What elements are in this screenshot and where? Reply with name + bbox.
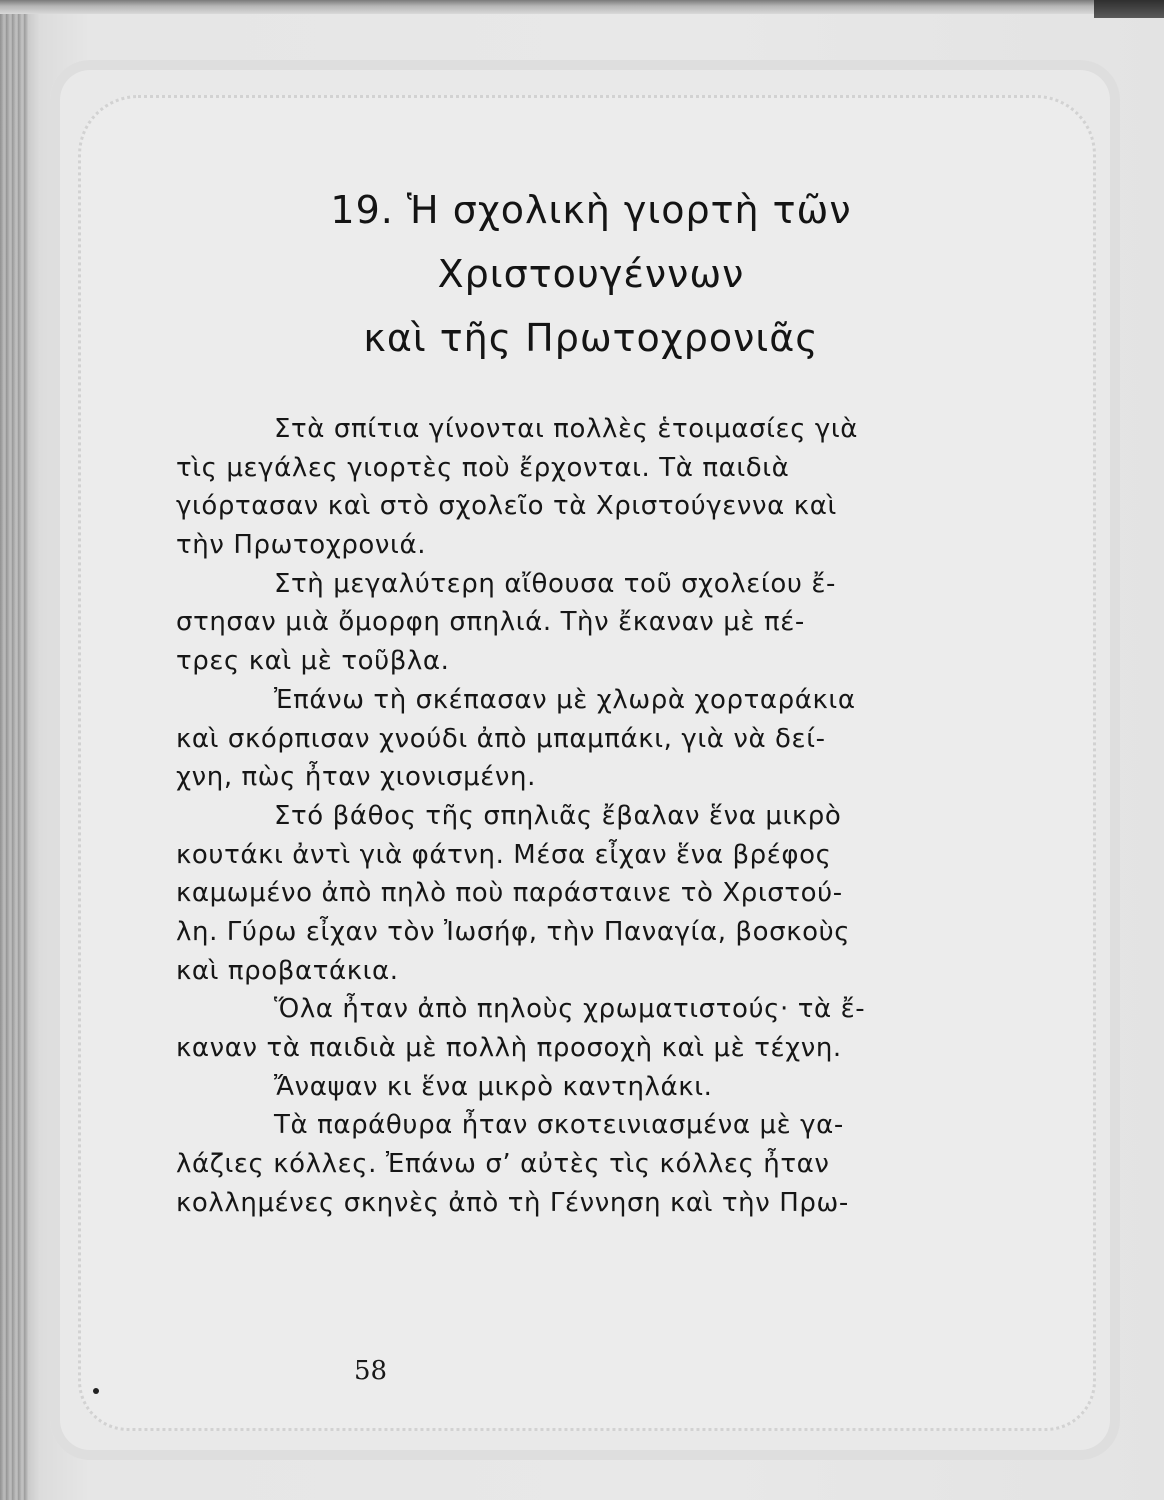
text-line: Στὰ σπίτια γίνονται πολλὲς ἑτοιμασίες γιὰ [274, 414, 859, 444]
chapter-title-line-3: καὶ τῆς Πρωτοχρονιᾶς [363, 316, 819, 360]
text-line: τρες καὶ μὲ τοῦβλα. [176, 646, 450, 677]
page-content [176, 0, 1006, 1500]
text-line: γιόρτασαν καὶ στὸ σχολεῖο τὰ Χριστούγεννα καὶ [176, 491, 837, 522]
text-line: καναν τὰ παιδιὰ μὲ πολλὴ προσοχὴ καὶ μὲ τέχνη. [176, 1033, 842, 1063]
text-line: Στό βάθος τῆς σπηλιᾶς ἔβαλαν ἕνα μικρὸ [274, 800, 842, 831]
text-line: τὴν Πρωτοχρονιά. [176, 530, 427, 561]
text-line: Ἐπάνω τὴ σκέπασαν μὲ χλωρὰ χορταράκια [274, 684, 856, 715]
scan-corner-shadow [1094, 0, 1164, 18]
book-spine-edge [0, 0, 28, 1500]
text-line: Στὴ μεγαλύτερη αἴθουσα τοῦ σχολείου ἔ- [274, 568, 836, 599]
text-line: καὶ σκόρπισαν χνούδι ἀπὸ μπαμπάκι, γιὰ νὰ δεί- [176, 723, 826, 754]
text-line: λάζιες κόλλες. Ἐπάνω σ’ αὐτὲς τὶς κόλλες ἦταν [176, 1149, 830, 1180]
text-line: Ὅλα ἦταν ἀπὸ πηλοὺς χρωματιστούς· τὰ ἔ- [274, 994, 866, 1025]
text-line: χνη, πὼς ἦταν χιονισμένη. [176, 762, 536, 793]
text-line: Ἄναψαν κι ἕνα μικρὸ καντηλάκι. [274, 1071, 713, 1102]
text-line: κουτάκι ἀντὶ γιὰ φάτνη. Μέσα εἶχαν ἕνα βρέφος [176, 839, 832, 870]
page-number: 58 [354, 1356, 388, 1386]
chapter-title-line-2: Χριστουγέννων [437, 252, 745, 296]
text-line: κολλημένες σκηνὲς ἀπὸ τὴ Γέννηση καὶ τὴν Πρω- [176, 1187, 849, 1218]
ink-dot-mark [93, 1388, 99, 1394]
text-line: λη. Γύρω εἶχαν τὸν Ἰωσήφ, τὴν Παναγία, βοσκοὺς [176, 916, 851, 947]
body-text [176, 410, 1006, 1222]
text-line: στησαν μιὰ ὄμορφη σπηλιά. Τὴν ἔκαναν μὲ πέ- [176, 607, 805, 638]
text-line: Τὰ παράθυρα ἦταν σκοτεινιασμένα μὲ γα- [274, 1110, 844, 1141]
text-line: καμωμένο ἀπὸ πηλὸ ποὺ παράσταινε τὸ Χριστού- [176, 878, 843, 909]
text-line: τὶς μεγάλες γιορτὲς ποὺ ἔρχονται. Τὰ παιδιὰ [176, 452, 790, 483]
chapter-title [176, 178, 1006, 370]
chapter-title-line-1: 19. Ἡ σχολικὴ γιορτὴ τῶν [330, 188, 852, 232]
text-line: καὶ προβατάκια. [176, 955, 399, 986]
